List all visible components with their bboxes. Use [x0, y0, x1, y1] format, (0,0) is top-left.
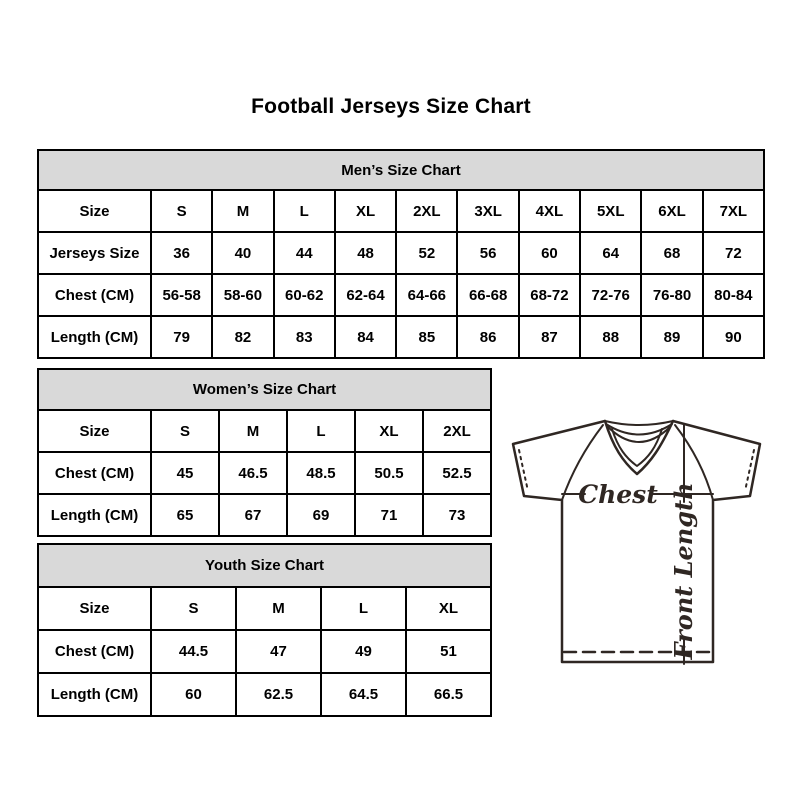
table-row: [38, 630, 491, 673]
table-cell: 52.5: [423, 452, 491, 494]
table-row: [38, 494, 491, 536]
table-cell: 62.5: [236, 673, 321, 716]
table-cell: 80-84: [703, 274, 764, 316]
table-cell: 7XL: [703, 190, 764, 232]
page-title: Football Jerseys Size Chart: [251, 95, 531, 118]
jersey-body-outline: [513, 421, 760, 662]
row-label: Chest (CM): [38, 274, 151, 316]
row-label: Chest (CM): [38, 630, 151, 673]
table-cell: 66-68: [457, 274, 518, 316]
row-label: Size: [38, 587, 151, 630]
table-row: [38, 274, 764, 316]
row-label: Jerseys Size: [38, 232, 151, 274]
table-cell: 64-66: [396, 274, 457, 316]
youth-table-title: Youth Size Chart: [38, 544, 491, 587]
table-cell: 2XL: [423, 410, 491, 452]
table-row: [38, 410, 491, 452]
table-row: [38, 673, 491, 716]
table-cell: 90: [703, 316, 764, 358]
table-cell: 6XL: [641, 190, 702, 232]
row-label: Chest (CM): [38, 452, 151, 494]
table-cell: 73: [423, 494, 491, 536]
table-row: [38, 190, 764, 232]
table-cell: 72: [703, 232, 764, 274]
jersey-diagram: [500, 408, 780, 678]
table-cell: 60: [151, 673, 236, 716]
table-row: [38, 587, 491, 630]
table-cell: 56: [457, 232, 518, 274]
row-label: Size: [38, 190, 151, 232]
table-cell: 5XL: [580, 190, 641, 232]
mens-table-title: Men’s Size Chart: [38, 150, 764, 190]
table-cell: 2XL: [396, 190, 457, 232]
table-cell: 84: [335, 316, 396, 358]
mens-table-title-row: [38, 150, 764, 190]
table-row: [38, 316, 764, 358]
table-cell: 60: [519, 232, 580, 274]
table-cell: 68-72: [519, 274, 580, 316]
table-cell: 48.5: [287, 452, 355, 494]
table-row: [38, 232, 764, 274]
table-cell: 71: [355, 494, 423, 536]
table-cell: S: [151, 587, 236, 630]
table-cell: 36: [151, 232, 212, 274]
table-cell: 68: [641, 232, 702, 274]
table-cell: 69: [287, 494, 355, 536]
table-cell: 65: [151, 494, 219, 536]
row-label: Length (CM): [38, 673, 151, 716]
jersey-collar-top-edge: [605, 421, 673, 425]
table-cell: 82: [212, 316, 273, 358]
table-cell: 87: [519, 316, 580, 358]
table-cell: 72-76: [580, 274, 641, 316]
table-cell: M: [236, 587, 321, 630]
table-cell: L: [274, 190, 335, 232]
table-row: [38, 452, 491, 494]
womens-table-title-row: [38, 369, 491, 410]
table-cell: XL: [335, 190, 396, 232]
youth-table-title-row: [38, 544, 491, 587]
table-cell: XL: [355, 410, 423, 452]
table-cell: 88: [580, 316, 641, 358]
table-cell: 3XL: [457, 190, 518, 232]
table-cell: 46.5: [219, 452, 287, 494]
table-cell: 60-62: [274, 274, 335, 316]
table-cell: S: [151, 410, 219, 452]
table-cell: 56-58: [151, 274, 212, 316]
table-cell: 4XL: [519, 190, 580, 232]
table-cell: 47: [236, 630, 321, 673]
jersey-cuff-dotted-left: [519, 450, 528, 491]
table-cell: 86: [457, 316, 518, 358]
front-length-label: Front Length: [669, 482, 698, 660]
table-cell: L: [321, 587, 406, 630]
table-cell: 40: [212, 232, 273, 274]
table-cell: 44.5: [151, 630, 236, 673]
row-label: Length (CM): [38, 316, 151, 358]
table-cell: 49: [321, 630, 406, 673]
row-label: Length (CM): [38, 494, 151, 536]
mens-size-table: [37, 149, 765, 359]
table-cell: 76-80: [641, 274, 702, 316]
table-cell: 58-60: [212, 274, 273, 316]
table-cell: 89: [641, 316, 702, 358]
table-cell: 52: [396, 232, 457, 274]
row-label: Size: [38, 410, 151, 452]
table-cell: 85: [396, 316, 457, 358]
table-cell: M: [219, 410, 287, 452]
table-cell: 79: [151, 316, 212, 358]
table-cell: 44: [274, 232, 335, 274]
table-cell: 83: [274, 316, 335, 358]
table-cell: S: [151, 190, 212, 232]
womens-size-table: [37, 368, 492, 537]
table-cell: 45: [151, 452, 219, 494]
womens-table-title: Women’s Size Chart: [38, 369, 491, 410]
table-cell: 67: [219, 494, 287, 536]
table-cell: L: [287, 410, 355, 452]
table-cell: 48: [335, 232, 396, 274]
table-cell: 64.5: [321, 673, 406, 716]
table-cell: 62-64: [335, 274, 396, 316]
table-cell: 64: [580, 232, 641, 274]
table-cell: 66.5: [406, 673, 491, 716]
table-cell: XL: [406, 587, 491, 630]
chest-label: Chest: [578, 480, 658, 509]
table-cell: M: [212, 190, 273, 232]
youth-size-table: [37, 543, 492, 717]
table-cell: 51: [406, 630, 491, 673]
table-cell: 50.5: [355, 452, 423, 494]
